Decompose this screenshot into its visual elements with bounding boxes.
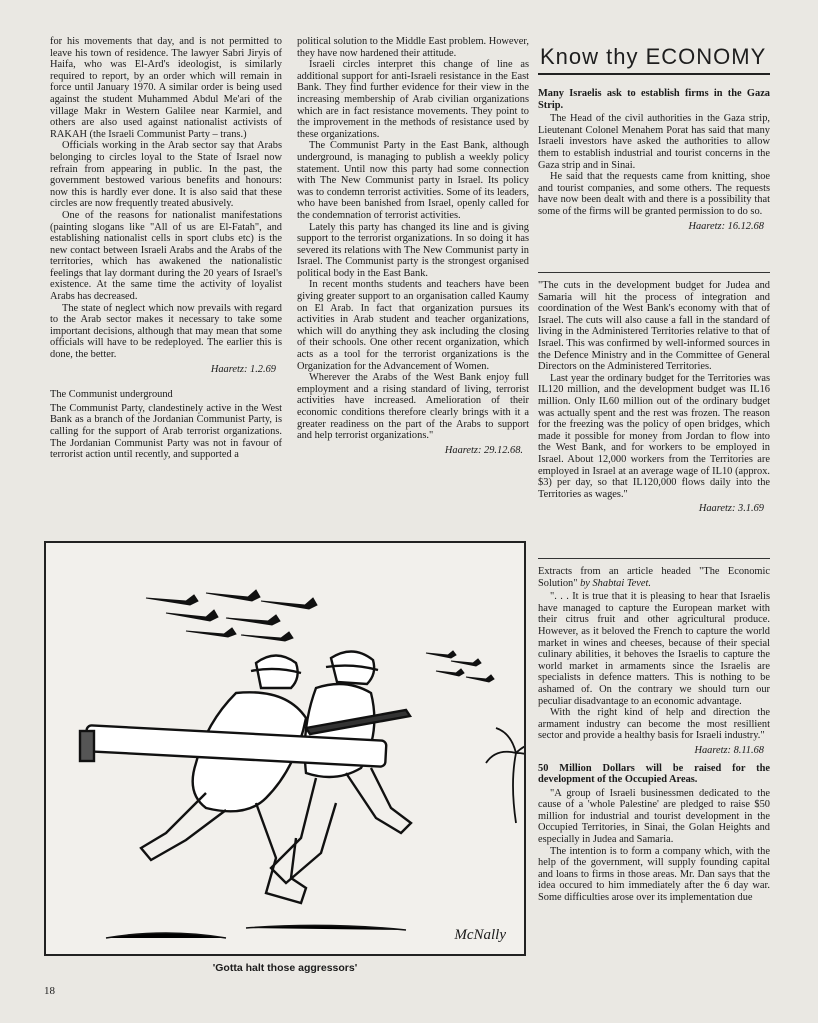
paragraph: One of the reasons for nationalist manifestations (painting slogans like "All of us are El-Fatah", and establishing nationalist cells in sport clubs etc) is the new contact between Israeli Arabs and the Arabs of the territories, which has awakened the nationalistic feelings that lay dormant during the 20 years of Israel's existence. At the same time the activity of loyalist Arabs has decreased. [50, 209, 282, 303]
cartoon-caption: 'Gotta halt those aggressors' [212, 962, 358, 974]
section-title: Know thy ECONOMY [540, 44, 767, 69]
source-citation: Haaretz: 8.11.68 [694, 744, 764, 756]
paragraph: political solution to the Middle East problem. However, they have now hardened their attitude. [297, 36, 529, 59]
paragraph: He said that the requests came from knitting, shoe and tourist companies, and some others. The requests have now been dealt with and there is a possibility that some of the firms will be granted permission to do so. [538, 171, 770, 217]
article-heading: Many Israelis ask to establish firms in the Gaza Strip. [538, 88, 770, 111]
paragraph: ". . . It is true that it is pleasing to hear that Israelis have managed to capture the European market with their citrus fruit and other agricultural produce. However, as it beloved the French to capture the world market in wines and cheeses, because of their special culinary abilities, it behoves the Israelis to capture the world market in armaments since the Israelis are specialists in defence matters. This is nothing to be ashamed of. On the contrary we should turn our peculiar disadvantage to an economic advantage. [538, 591, 770, 707]
paragraph: With the right kind of help and direction the armament industry can become the most resillient sector and provide a healthy basis for Israeli industry." [538, 707, 770, 742]
soldiers-running [141, 651, 411, 903]
divider-rule [538, 558, 770, 559]
source-citation: Haaretz: 29.12.68. [444, 444, 523, 456]
paragraph: "The cuts in the development budget for Judea and Samaria will hit the process of integration and coordination of the West Bank's economy with that of Israel. The cuts will also cause a fall in the standard of living in the Administered Territories relative to that of Israel. This was confirmed by well-informed sources in the Defence Ministry and in the Committee of General Directors on the Administered Territories. [538, 280, 770, 373]
source-citation: Haaretz: 16.12.68 [688, 220, 764, 232]
column-3-middle [538, 280, 770, 515]
section-heading: The Communist underground [50, 389, 173, 401]
paragraph: Wherever the Arabs of the West Bank enjoy full employment and a rising standard of living, terrorist activities have increased. Amelioration of their economic conditions therefore clearly brings with it a greater readiness on the part of the Arabs to support and help terrorist organizations." [297, 372, 529, 442]
paragraph: The Head of the civil authorities in the Gaza strip, Lieutenant Colonel Menahem Porat has said that many Israeli investors have asked the authorities to allow them to establish industrial and tourist concerns in the Gaza strip and in Sinai. [538, 113, 770, 171]
column-3-top [538, 88, 770, 232]
page-number: 18 [44, 985, 55, 997]
column-1 [50, 36, 282, 461]
cartoon-illustration [44, 541, 526, 956]
column-2 [297, 36, 529, 456]
paragraph: "A group of Israeli businessmen dedicated to the cause of a 'whole Palestine' are pledged to raise $50 million for industrial and tourist development in the Occupied Territories, in Sinai, the Golan Heights and especially in Judea and Samaria. [538, 787, 770, 846]
paragraph: The intention is to form a company which, with the help of the government, will supply founding capital and loans to firms in those areas. Mr. Dan says that the idea occured to him immediately after the 6 day war. Some difficulties arose over its implementation due [538, 845, 770, 904]
article-heading: 50 Million Dollars will be raised for the development of the Occupied Areas. [538, 762, 770, 786]
paragraph: Officials working in the Arab sector say that Arabs belonging to circles loyal to the State of Israel now refrain from appearing in public. In the past, the government bestowed various benefits and honours: now this is hardly ever done. It is also said that these circles are now frequently treated abusively. [50, 140, 282, 210]
source-citation: Haaretz: 3.1.69 [698, 503, 764, 515]
paragraph: The Communist Party, clandestinely active in the West Bank as a branch of the Jordanian Communist Party, is calling for the support of Arab terrorist organizations. The Jordanian Communist Party was not in favour of terrorist action until recently, and supported a [50, 402, 282, 461]
palm-tree [486, 728, 524, 823]
heading-text: Extracts from an article headed "The Economic Solution" [538, 566, 770, 589]
ground-lines [106, 925, 406, 938]
paragraph: for his movements that day, and is not permitted to leave his town of residence. The lawyer Sabri Jiryis of Haifa, who was El-Ard's ideologist, is similarly required to report, by an order which will remain in force until January 1970. A similar order is being used against the student Muhammed Abdul Me'ari of the village Makr in Western Galilee near Karmiel, and others are also used against nationalist activists of RAKAH (the Israeli Communist Party – trans.) [50, 36, 282, 140]
paragraph: Last year the ordinary budget for the Territories was IL120 million, and the development budget was IL16 million. Only IL60 million out of the ordinary budget was actually spent and the rest was frozen. The reason for the freezing was the policy of open bridges, which made it possible for money from Jordan to flow into the West Bank, and for workers to be employed in Israel. About 12,000 workers from the Territories are employed in Israel at an average wage of IL10 (approx. $3) per day, so that IL120,000 flows daily into the Territories as wages." [538, 372, 770, 500]
title-rule [538, 73, 770, 75]
article-heading [538, 566, 770, 589]
paragraph: The state of neglect which now prevails with regard to the Arab sector makes it necessary to take some important decisions, although that may mean that some officials will have to be redeployed. The earlier this is done, the better. [50, 302, 282, 361]
paragraph: Lately this party has changed its line and is giving support to the terrorist organizations. In so doing it has severed its relations with The New Communist party in Israel. The Communist party is the strongest organised political body in the East Bank. [297, 221, 529, 279]
paragraph: The Communist Party in the East Bank, although underground, is managing to publish a weekly policy statement. Until now this party had some connection with The New Communist party in Israel. Its policy was to condemn terrorist activities. Some of its leaders, who have been banished from Israel, openly called for the condemnation of terrorist activities. [297, 140, 529, 221]
source-citation: Haaretz: 1.2.69 [210, 363, 276, 375]
column-3-bottom [538, 566, 770, 904]
paragraph: In recent months students and teachers have been giving greater support to an organisation called Kaumy on El Arab. In fact that organization pursues its activities in Arab student and teacher organizations, which will do anything they ask including the closing of their schools. One other recent organization, which acts as a tool for the terrorist organizations is the Organization for the Advancement of Women. [297, 279, 529, 372]
cartoonist-signature: McNally [454, 927, 506, 943]
cartoon-drawing [46, 543, 524, 954]
heading-author: by Shabtai Tevet. [580, 577, 651, 589]
divider-rule [538, 272, 770, 273]
paragraph: Israeli circles interpret this change of line as additional support for anti-Israeli resistance in the East Bank. They find further evidence for their view in the increasing membership of Arab civilian organizations which are in fact resistance movements. They point to the improvement in the methods of resistance used by these organizations. [297, 59, 529, 140]
aircraft-formation [146, 590, 494, 682]
